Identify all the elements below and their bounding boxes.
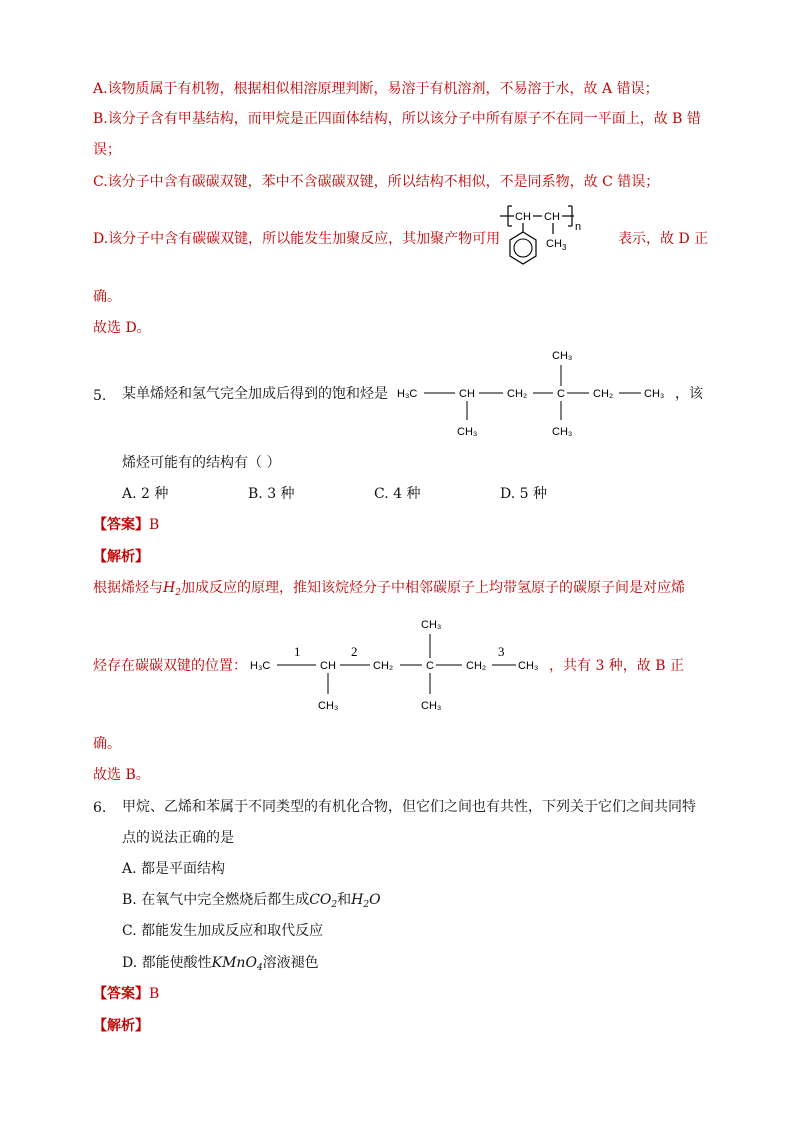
polymer-n: n	[575, 221, 582, 233]
q5-structure	[397, 345, 697, 440]
q5-stem-pre: 某单烯烃和氢气完全加成后得到的饱和烃是	[122, 386, 388, 402]
q5-option-d[interactable]: D. 5 种	[500, 486, 547, 502]
q6-stem-line2: 点的说法正确的是	[122, 830, 234, 846]
explanation-c: C.该分子中含有碳碳双键，苯中不含碳碳双键，所以结构不相似，不是同系物，故 C 错误；	[93, 174, 660, 190]
q5-stem-post: ，该	[675, 386, 703, 402]
s2-c: C	[426, 660, 434, 672]
h2o-formula-h: H	[351, 892, 364, 908]
q5-answer	[93, 515, 159, 535]
q5-option-a[interactable]: A. 2 种	[122, 486, 169, 502]
h2o-sub: 2	[363, 900, 370, 910]
q5-answer-value: B	[149, 517, 160, 533]
s2-ch3-end: CH₃	[518, 660, 539, 672]
s2-h3c: H₃C	[250, 660, 271, 672]
explanation-d-line1-pre: D.该分子中含有碳碳双键，所以能发生加聚反应，其加聚产物可用	[93, 231, 501, 247]
explanation-b-line2: 误；	[93, 142, 121, 158]
s2-ch: CH	[320, 660, 336, 672]
s2-ch3-top: CH₃	[421, 619, 442, 631]
q6-answer-label: 【答案】	[93, 986, 149, 1002]
s2-ch3-bottom1: CH₃	[318, 700, 339, 712]
q6-optd-pre: D. 都能使酸性	[122, 955, 212, 971]
q5-ch2-1: CH₂	[507, 388, 528, 400]
q5-analysis1-pre: 根据烯烃与	[93, 580, 163, 596]
q6-answer-value: B	[149, 986, 160, 1002]
q5-analysis-line2-post: ，共有 3 种，故 B 正	[549, 658, 684, 674]
q6-option-b[interactable]	[122, 890, 381, 915]
q6-stem-line1: 甲烷、乙烯和苯属于不同类型的有机化合物，但它们之间也有共性，下列关于它们之间共同特	[122, 799, 696, 815]
q5-option-b[interactable]: B. 3 种	[248, 486, 295, 502]
bond-label-1: 1	[294, 644, 301, 659]
q5-structure-numbered	[250, 612, 550, 712]
q5-option-c[interactable]: C. 4 种	[374, 486, 421, 502]
q5-ch3-end: CH₃	[644, 388, 665, 400]
kmno4-sub: 4	[256, 963, 263, 973]
h2-sub: 2	[175, 588, 181, 598]
q6-optb-pre: B. 在氧气中完全燃烧后都生成	[122, 892, 310, 908]
q5-ch3-top: CH₃	[552, 350, 573, 362]
q6-answer	[93, 984, 159, 1004]
q6-option-d[interactable]	[122, 953, 319, 978]
h2-formula: H	[163, 580, 176, 596]
q5-analysis1-post: 加成反应的原理，推知该烷烃分子中相邻碳原子上均带氢原子的碳原子间是对应烯	[180, 580, 685, 596]
q6-optb-mid: 和	[337, 892, 352, 908]
q6-option-a[interactable]: A. 都是平面结构	[122, 861, 226, 877]
co2-sub: 2	[331, 900, 338, 910]
q5-ch3-bottom1: CH₃	[457, 426, 478, 438]
q5-analysis-line1	[93, 578, 685, 603]
q5-analysis-line2-pre: 烃存在碳碳双键的位置：	[93, 658, 247, 674]
q5-answer-label: 【答案】	[93, 517, 149, 533]
s2-ch3-bottom2: CH₃	[421, 700, 442, 712]
q6-optd-post: 溶液褪色	[262, 955, 319, 971]
polymer-structure	[500, 200, 620, 272]
q5-conclusion: 故选 B。	[93, 767, 150, 783]
polymer-ch3-sub: 3	[562, 243, 567, 252]
q5-stem2: 烯烃可能有的结构有（ ）	[122, 455, 281, 471]
co2-formula: CO	[309, 892, 332, 908]
q6-analysis-label: 【解析】	[93, 1018, 149, 1034]
s2-ch2-1: CH₂	[373, 660, 394, 672]
q5-ch3-bottom2: CH₃	[552, 426, 573, 438]
explanation-d-line1-post: 表示，故 D 正	[618, 231, 709, 247]
bond-label-3: 3	[498, 644, 505, 659]
kmno4-formula: KMnO	[211, 955, 257, 971]
q5-h3c: H₃C	[397, 388, 418, 400]
q5-c: C	[557, 388, 565, 400]
s2-ch2-2: CH₂	[466, 660, 487, 672]
q5-ch2-2: CH₂	[593, 388, 614, 400]
bond-label-2: 2	[351, 644, 358, 659]
q6-option-c[interactable]: C. 都能发生加成反应和取代反应	[122, 923, 324, 939]
q5-analysis-label: 【解析】	[93, 549, 149, 565]
explanation-d-line2: 确。	[93, 289, 121, 305]
polymer-ch2: CH	[544, 211, 560, 223]
q5-ch: CH	[459, 388, 475, 400]
explanation-conclusion: 故选 D。	[93, 320, 151, 336]
q5-analysis-line3: 确。	[93, 736, 121, 752]
explanation-b-line1: B.该分子含有甲基结构，而甲烷是正四面体结构，所以该分子中所有原子不在同一平面上，故 B 错	[93, 111, 701, 127]
q5-number: 5.	[93, 388, 107, 404]
explanation-a: A.该物质属于有机物，根据相似相溶原理判断，易溶于有机溶剂，不易溶于水，故 A 错误；	[93, 81, 659, 97]
polymer-ch3: CH	[546, 238, 562, 250]
h2o-formula-o: O	[369, 892, 381, 908]
polymer-ch1: CH	[515, 211, 531, 223]
q6-number: 6.	[93, 800, 107, 816]
